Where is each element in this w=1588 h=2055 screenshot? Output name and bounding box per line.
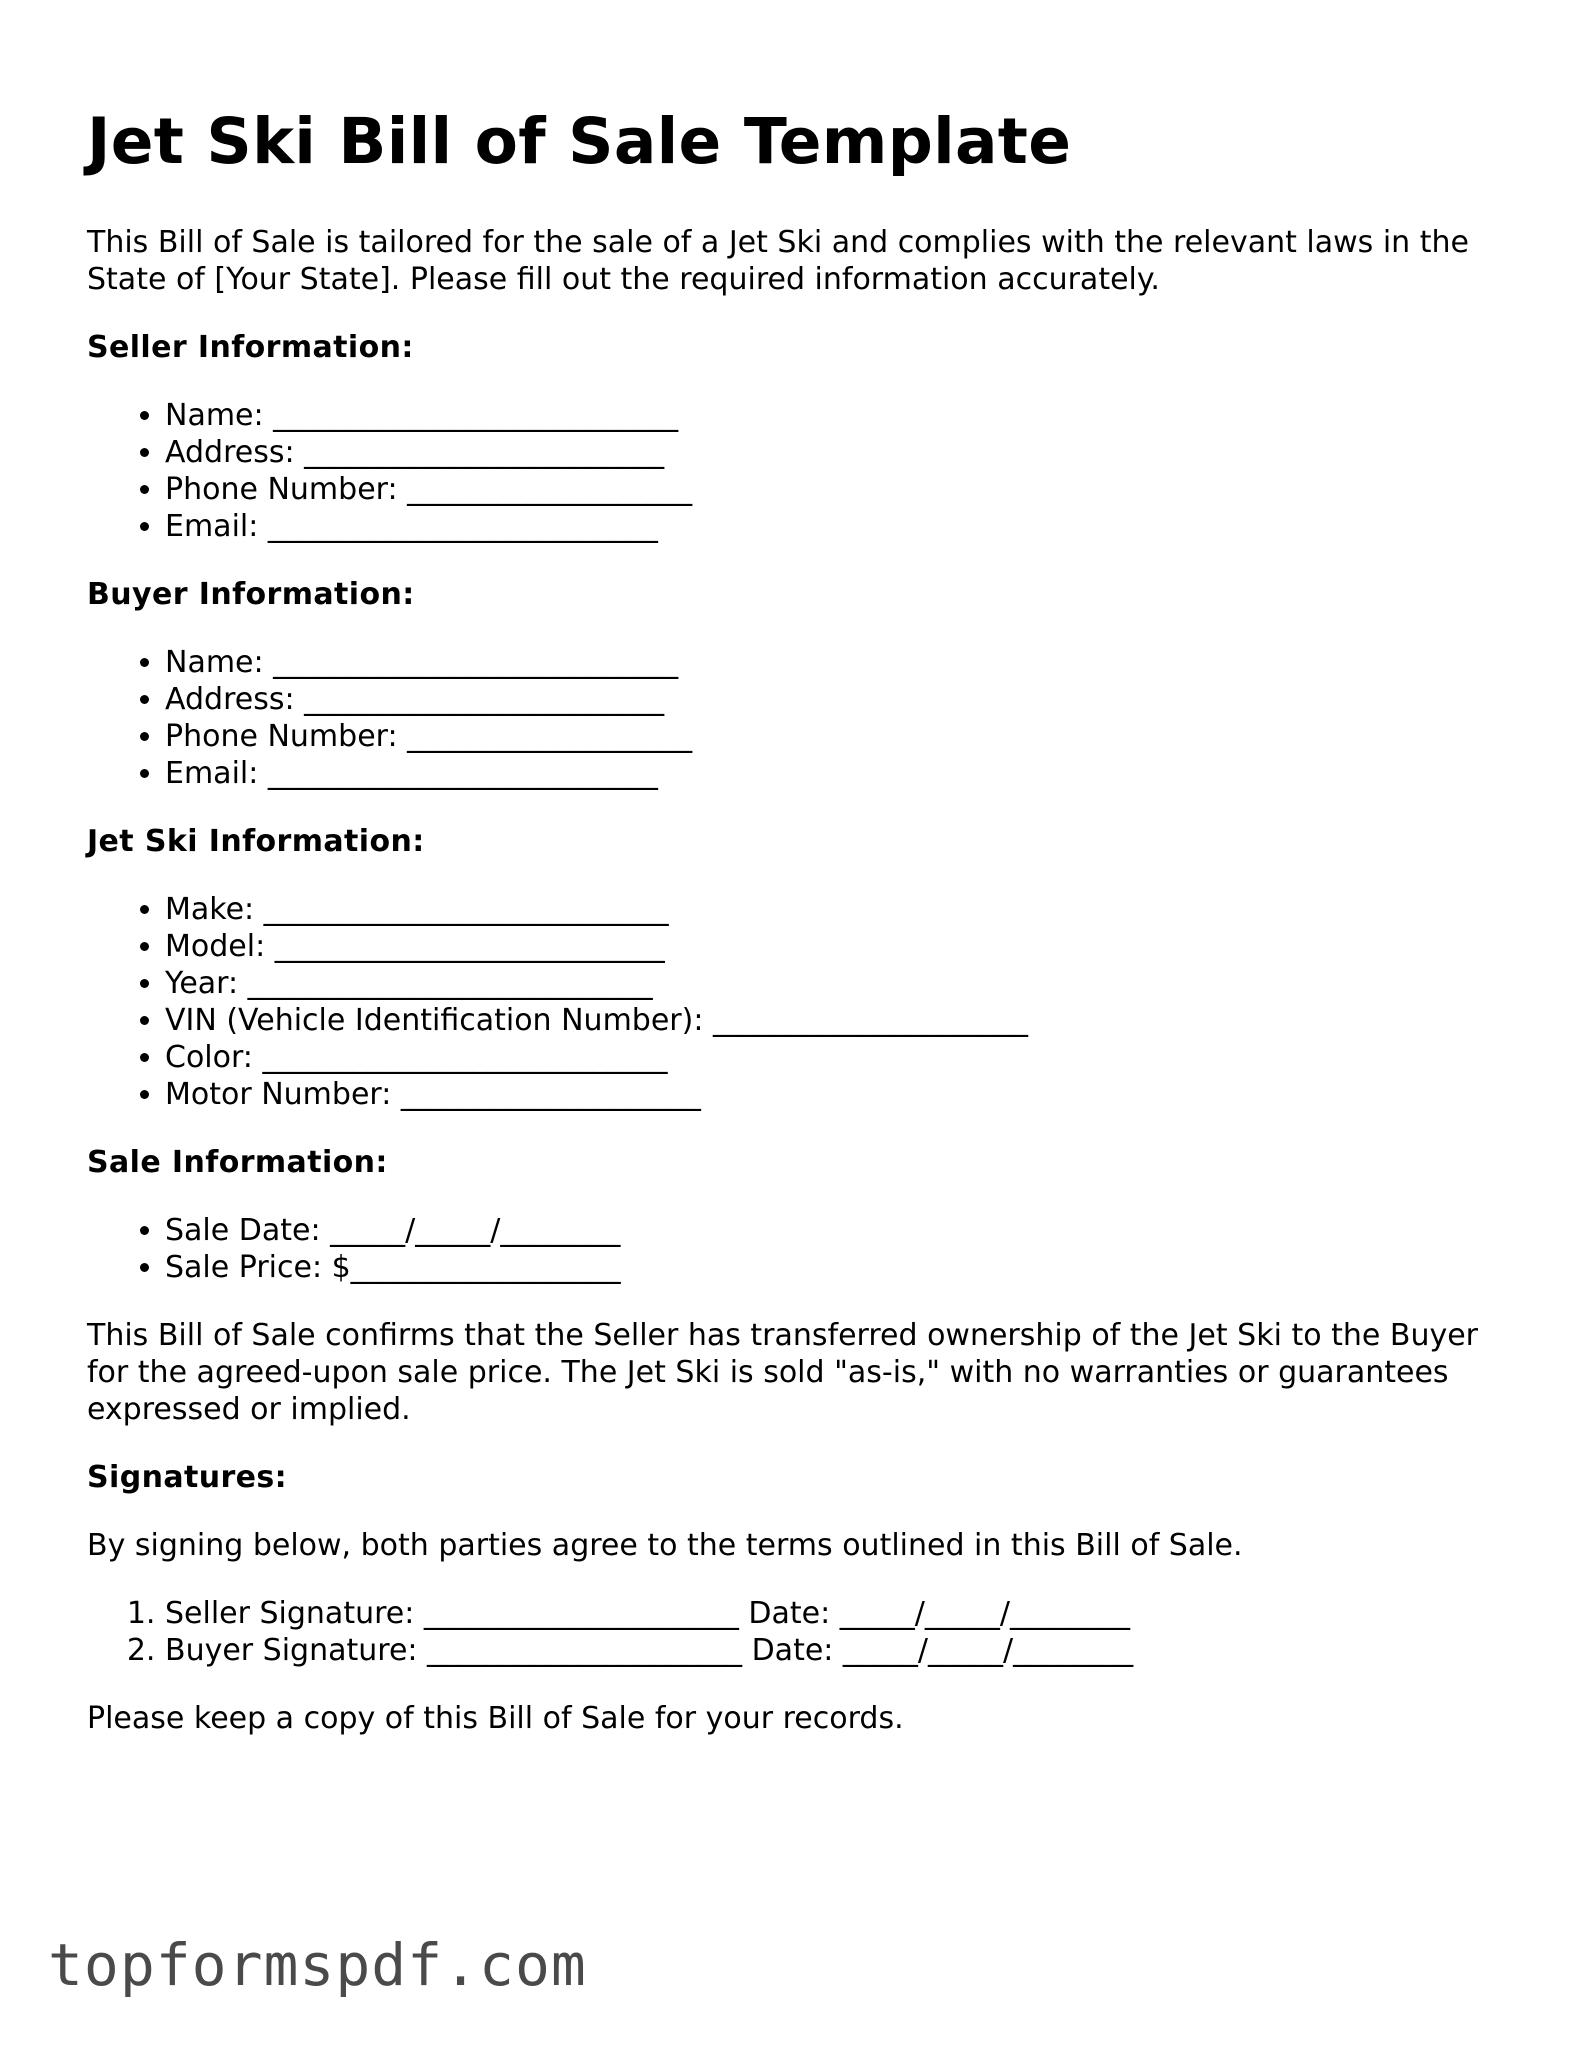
seller-heading: Seller Information: <box>87 330 414 365</box>
seller-signature-line: 1. Seller Signature: _____________________ Date: _____/_____/________ <box>165 1595 1507 1632</box>
seller-phone-field: • Phone Number: ___________________ <box>165 471 1507 508</box>
buyer-heading: Buyer Information: <box>87 577 415 612</box>
jetski-color-field: • Color: ___________________________ <box>165 1039 1507 1076</box>
seller-name-field: • Name: ___________________________ <box>165 397 1507 434</box>
closing-paragraph: Please keep a copy of this Bill of Sale for your records. <box>87 1701 904 1736</box>
confirmation-paragraph: This Bill of Sale confirms that the Seller has transferred ownership of the Jet Ski to the Buyer for the agreed-upon sale price. The Jet Ski is sold "as-is," with no warranties or guarantees expressed or implied. <box>87 1318 1479 1427</box>
jetski-heading: Jet Ski Information: <box>87 824 425 859</box>
watermark-text: topformspdf.com <box>48 1931 587 1999</box>
signatures-heading: Signatures: <box>87 1460 288 1495</box>
document-page <box>87 104 1507 1768</box>
jetski-list <box>87 891 1507 1113</box>
signatures-intro: By signing below, both parties agree to the terms outlined in this Bill of Sale. <box>87 1528 1243 1563</box>
signatures-list <box>87 1595 1507 1669</box>
seller-list <box>87 397 1507 545</box>
buyer-signature-line: 2. Buyer Signature: _____________________ Date: _____/_____/________ <box>165 1632 1507 1669</box>
buyer-address-field: • Address: ________________________ <box>165 681 1507 718</box>
sale-date-field: • Sale Date: _____/_____/________ <box>165 1212 1507 1249</box>
jetski-vin-field: • VIN (Vehicle Identification Number): _____________________ <box>165 1002 1507 1039</box>
jetski-make-field: • Make: ___________________________ <box>165 891 1507 928</box>
buyer-email-field: • Email: __________________________ <box>165 755 1507 792</box>
page-title: Jet Ski Bill of Sale Template <box>87 105 1072 178</box>
seller-address-field: • Address: ________________________ <box>165 434 1507 471</box>
sale-list <box>87 1212 1507 1286</box>
seller-email-field: • Email: __________________________ <box>165 508 1507 545</box>
buyer-name-field: • Name: ___________________________ <box>165 644 1507 681</box>
sale-heading: Sale Information: <box>87 1145 388 1180</box>
sale-price-field: • Sale Price: $__________________ <box>165 1249 1507 1286</box>
buyer-phone-field: • Phone Number: ___________________ <box>165 718 1507 755</box>
jetski-motor-number-field: • Motor Number: ____________________ <box>165 1076 1507 1113</box>
jetski-year-field: • Year: ___________________________ <box>165 965 1507 1002</box>
jetski-model-field: • Model: __________________________ <box>165 928 1507 965</box>
buyer-list <box>87 644 1507 792</box>
intro-paragraph: This Bill of Sale is tailored for the sale of a Jet Ski and complies with the relevant laws in the State of [Your State]. Please fill out the required information accurately. <box>87 225 1469 297</box>
